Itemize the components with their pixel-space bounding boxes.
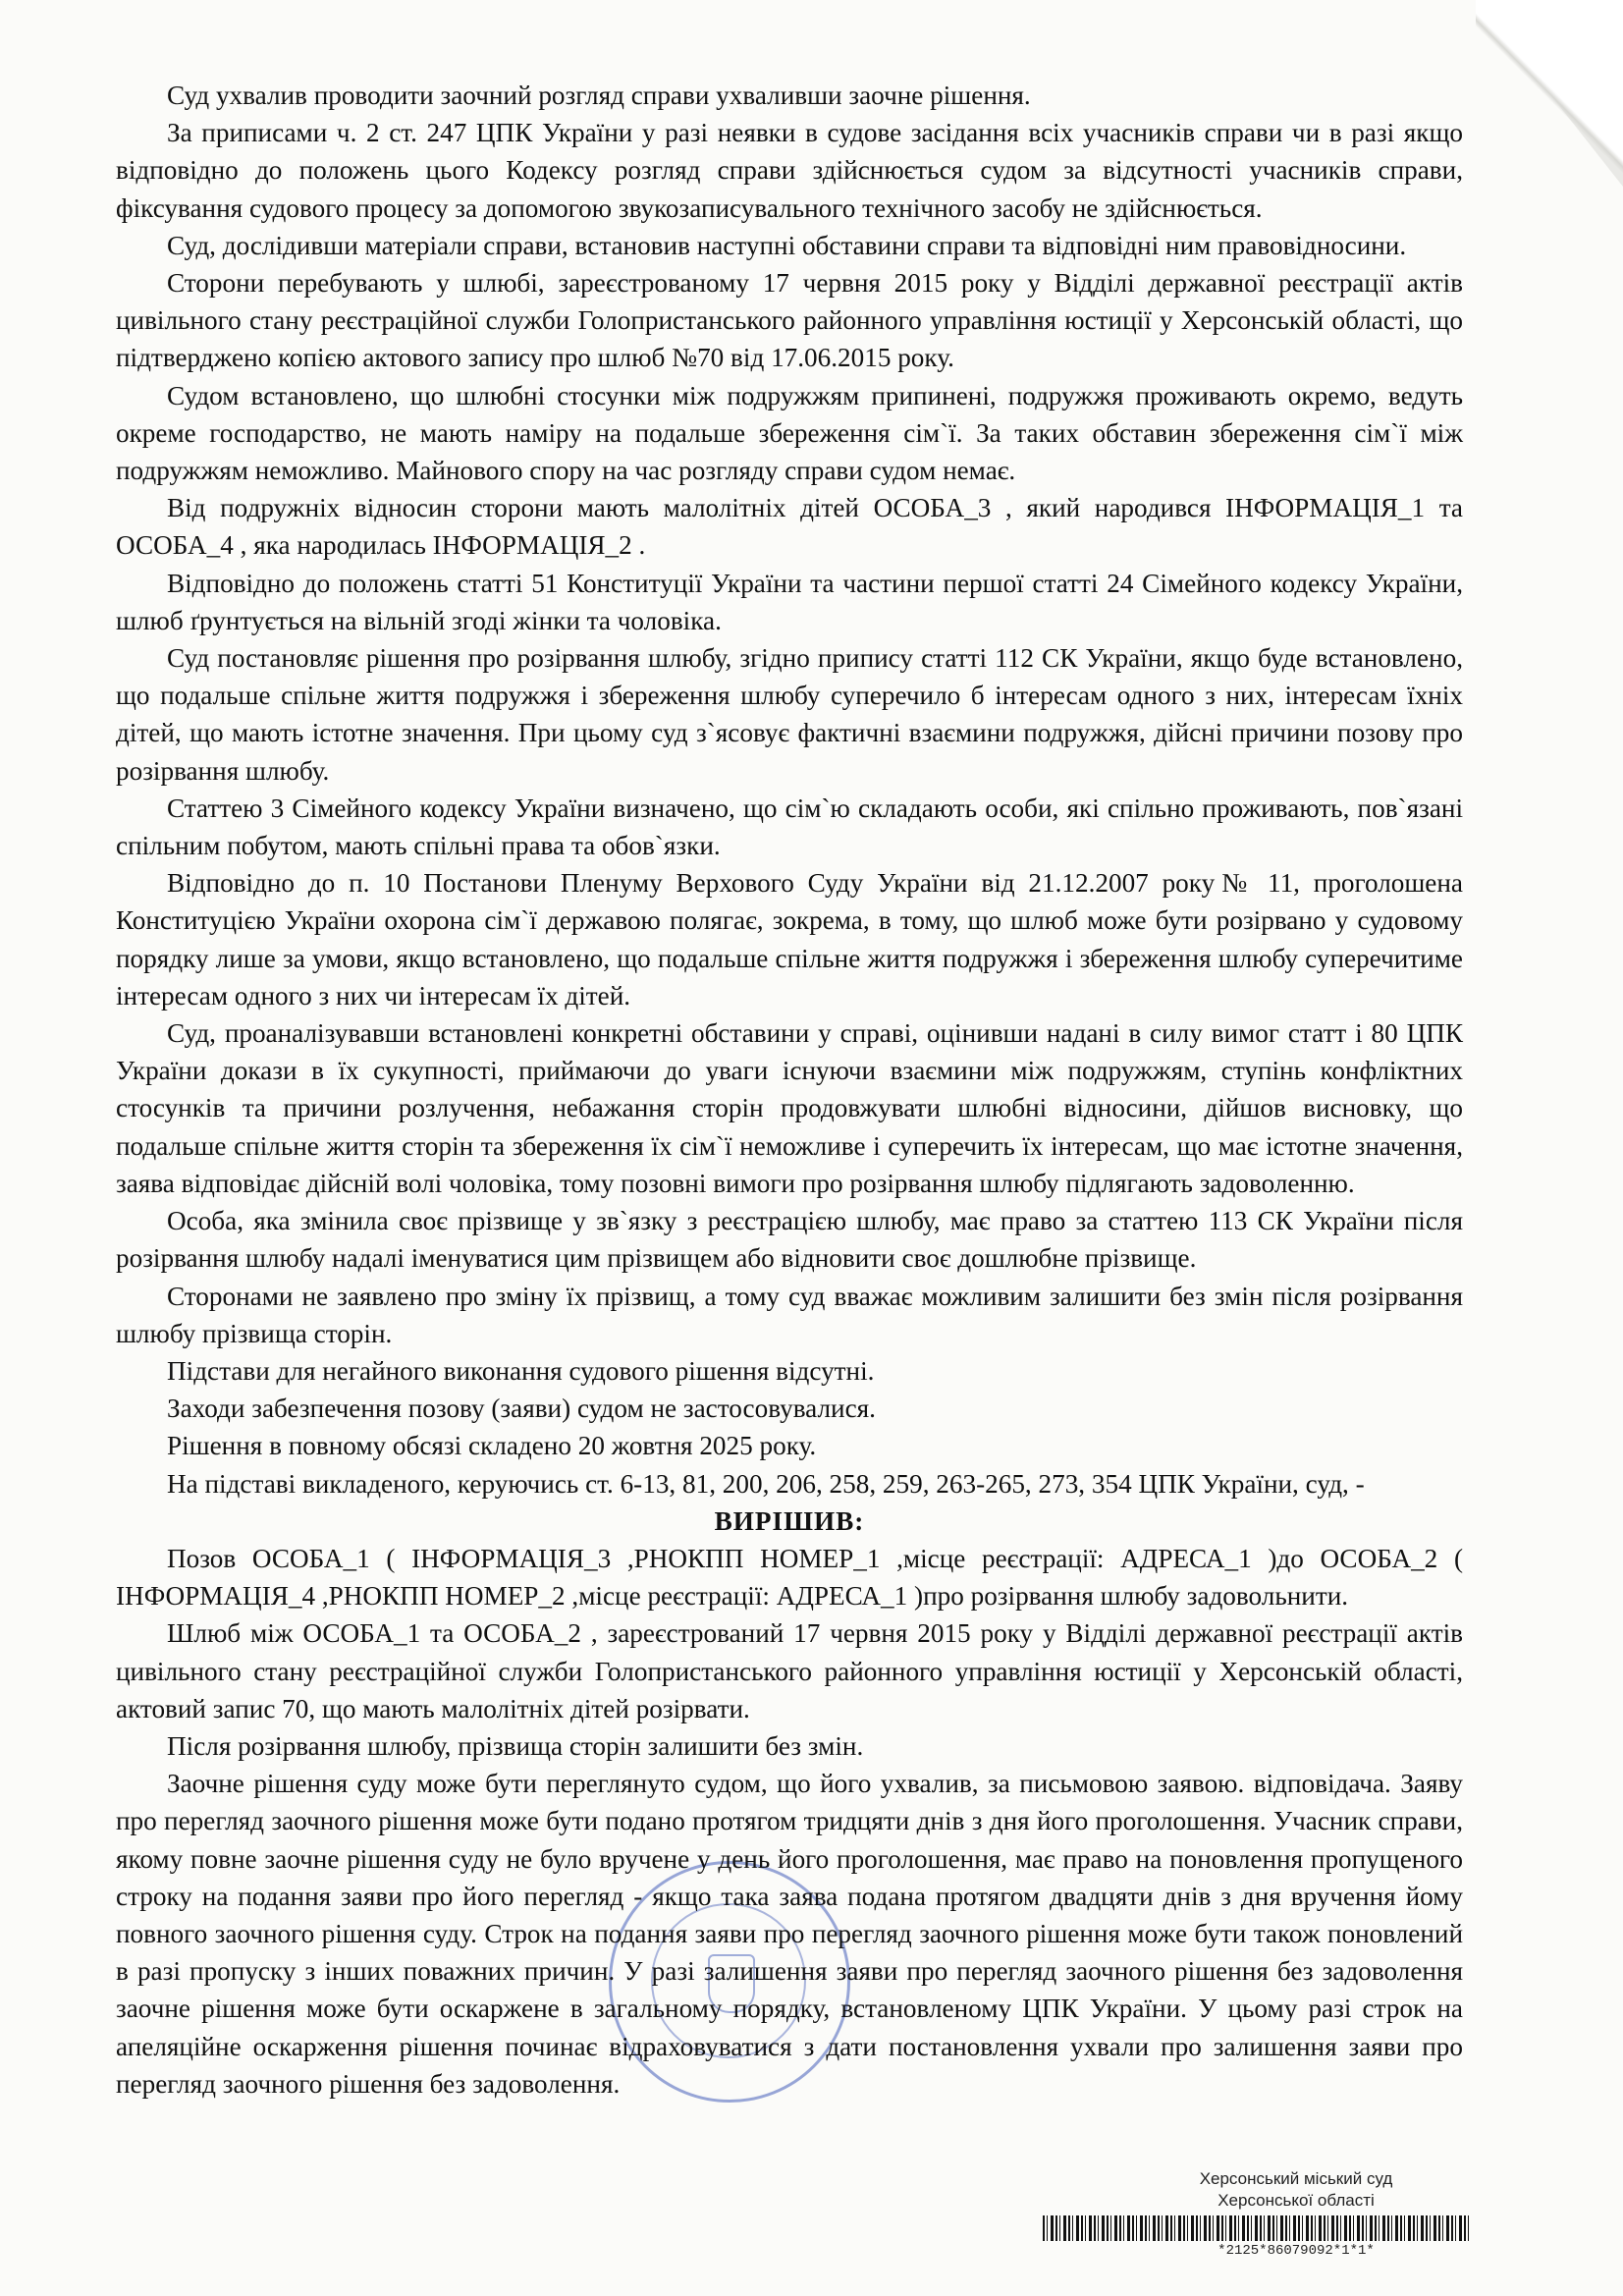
- paragraph: Суд, дослідивши матеріали справи, встановив наступні обставини справи та відповідні ним правовідносини.: [167, 230, 1407, 260]
- paragraph: Рішення в повному обсязі складено 20 жовтня 2025 року.: [167, 1431, 817, 1461]
- paragraph: Заочне рішення суду може бути переглянуто судом, що його ухвалив, за письмовою заявою. відповідача. Заяву про перегляд заочного рішення може бути подано протягом тридцяти днів з дня його проголошення. Учасник справи, якому повне заочне рішення суду не було вручене у день його проголошення, має право на поновлення пропущеного строку на подання заяви про його перегляд - якщо така заява подана протягом двадцяти днів з дня вручення йому повного заочного рішення суду. Строк на подання заяви про перегляд заочного рішення може бути також поновлений в разі пропуску з інших поважних причин. У разі залишення заяви про перегляд заочного рішення без задоволення заочне рішення може бути оскаржене в загальному порядку, встановленому ЦПК України. У цьому разі строк на апеляційне оскарження рішення починає відраховуватися з дати постановлення ухвали про залишення заяви про перегляд заочного рішення без задоволення.: [116, 1769, 1463, 2099]
- paragraph: Сторонами не заявлено про зміну їх прізвищ, а тому суд вважає можливим залишити без змін після розірвання шлюбу прізвища сторін.: [116, 1281, 1463, 1348]
- paragraph: Заходи забезпечення позову (заяви) судом не застосовувалися.: [167, 1394, 876, 1424]
- paragraph: Суд постановляє рішення про розірвання шлюбу, згідно припису статті 112 СК України, якщо буде встановлено, що подальше спільне життя подружжя і збереження шлюбу суперечило б інтересам одного з них, інтересам їхніх дітей, що мають істотне значення. При цьому суд з`ясовує фактичні взаємини подружжя, дійсні причини позову про розірвання шлюбу.: [116, 643, 1463, 786]
- paragraph: Після розірвання шлюбу, прізвища сторін залишити без змін.: [167, 1730, 864, 1761]
- barcode: [1043, 2215, 1471, 2241]
- paragraph: Суд, проаналізувавши встановлені конкретні обставини у справі, оцінивши надані в силу вимог статт і 80 ЦПК України докази в їх сукупності, приймаючи до уваги існуючи взаємини між подружжям, ступінь конфліктних стосунків та причини розлучення, небажання сторін продовжувати шлюбні відносини, дійшов висновку, що подальше спільне життя сторін та збереження їх сім`ї неможливе і суперечить їх інтересам, що має істотне значення, заява відповідає дійсній волі чоловіка, тому позовні вимоги про розірвання шлюбу підлягають задоволенню.: [116, 1018, 1463, 1198]
- folded-corner-shadow: [1476, 0, 1623, 187]
- paragraph: Від подружніх відносин сторони мають малолітніх дітей ОСОБА_3 , який народився ІНФОРМАЦІЯ_1 та ОСОБА_4 , яка народилась ІНФОРМАЦІЯ_2 .: [116, 493, 1463, 561]
- paragraph: Відповідно до п. 10 Постанови Пленуму Верхового Суду України від 21.12.2007 року№ 11, проголошена Конституцією України охорона сім`ї державою полягає, зокрема, в тому, що шлюб може бути розірвано у судовому порядку лише за умови, якщо встановлено, що подальше спільне життя подружжя і збереження шлюбу суперечитиме інтересам одного з них чи інтересам їх дітей.: [116, 868, 1463, 1011]
- paragraph: На підставі викладеного, керуючись ст. 6-13, 81, 200, 206, 258, 259, 263-265, 273, 354 ЦПК України, суд, -: [167, 1468, 1365, 1499]
- document-body: [116, 77, 1463, 2103]
- paragraph: Відповідно до положень статті 51 Конституції України та частини першої статті 24 Сімейного кодексу України, шлюб ґрунтується на вільній згоді жінки та чоловіка.: [116, 568, 1463, 635]
- court-region: Херсонської області: [1217, 2191, 1375, 2210]
- paragraph: Шлюб між ОСОБА_1 та ОСОБА_2 , зареєстрований 17 червня 2015 року у Відділі державної реєстрації актів цивільного стану реєстраційної служби Голопристанського районного управління юстиції у Херсонській області, актовий запис 70, що мають малолітніх дітей розірвати.: [116, 1618, 1463, 1723]
- paragraph: Статтею 3 Сімейного кодексу України визначено, що сім`ю складають особи, які спільно проживають, пов`язані спільним побутом, мають спільні права та обов`язки.: [116, 793, 1463, 861]
- paragraph: Сторони перебувають у шлюбі, зареєстрованому 17 червня 2015 року у Відділі державної реєстрації актів цивільного стану реєстраційної служби Голопристанського районного управління юстиції у Херсонській області, що підтверджено копією актового запису про шлюб №70 від 17.06.2015 року.: [116, 268, 1463, 373]
- barcode-number: *2125*86079092*1*1*: [1217, 2243, 1375, 2259]
- decision-heading: ВИРІШИВ:: [714, 1505, 865, 1536]
- paragraph: Судом встановлено, що шлюбні стосунки між подружжям припинені, подружжя проживають окремо, ведуть окреме господарство, не мають наміру на подальше збереження сім`ї. За таких обставин збереження сім`ї між подружжям неможливо. Майнового спору на час розгляду справи судом немає.: [116, 380, 1463, 486]
- paragraph: Підстави для негайного виконання судового рішення відсутні.: [167, 1355, 875, 1386]
- paragraph: Особа, яка змінила своє прізвище у зв`язку з реєстрацією шлюбу, має право за статтею 113 СК України після розірвання шлюбу надалі іменуватися цим прізвищем або відновити своє дошлюбне прізвище.: [116, 1206, 1463, 1274]
- paragraph: Суд ухвалив проводити заочний розгляд справи ухваливши заочне рішення.: [167, 81, 1031, 110]
- court-footer: [1188, 2168, 1404, 2212]
- court-name: Херсонський міський суд: [1199, 2169, 1393, 2188]
- paragraph: За приписами ч. 2 ст. 247 ЦПК України у разі неявки в судове засідання всіх учасників справи чи в разі якщо відповідно до положень цього Кодексу розгляд справи здійснюється судом за відсутності учасників справи, фіксування судового процесу за допомогою звукозаписувального технічного засобу не здійснюється.: [116, 118, 1463, 223]
- paragraph: Позов ОСОБА_1 ( ІНФОРМАЦІЯ_3 ,РНОКПП НОМЕР_1 ,місце реєстрації: АДРЕСА_1 )до ОСОБА_2 ( ІНФОРМАЦІЯ_4 ,РНОКПП НОМЕР_2 ,місце реєстрації: АДРЕСА_1 )про розірвання шлюбу задовольнити.: [116, 1543, 1463, 1612]
